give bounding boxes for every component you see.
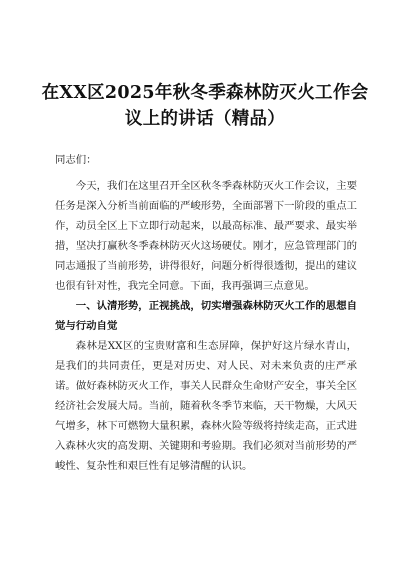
paragraph-opening: 今天，我们在这里召开全区秋冬季森林防灭火工作会议，主要任务是深入分析当前面临的严峻形势，全面部署下一阶段的重点工作，动员全区上下立即行动起来，以最高标准、最严要求、最实举措，坚决打赢秋冬季森林防灭火这场硬仗。刚才，应急管理部门的同志通报了当前形势，讲得很好，问题分析得很透彻，提出的建议也很有针对性，我完全同意。下面，我再强调三点意见。 <box>55 180 357 292</box>
salutation: 同志们： <box>55 154 97 166</box>
title-line-2: 议上的讲话（精品） <box>124 109 286 129</box>
document-title <box>40 80 370 132</box>
section-heading-1: 一、认清形势，正视挑战，切实增强森林防灭火工作的思想自觉与行动自觉 <box>55 300 357 332</box>
title-line-1: 在XX区2025年秋冬季森林防灭火工作会 <box>41 83 369 103</box>
paragraph-section-1: 森林是XX区的宝贵财富和生态屏障，保护好这片绿水青山，是我们的共同责任，更是对历史、对人民、对未来负责的庄严承诺。做好森林防灭火工作，事关人民群众生命财产安全，事关全区经济社会发展大局。当前，随着秋冬季节来临，天干物燥，大风天气增多，林下可燃物大量积累，森林火险等级将持续走高，正式进入森林火灾的高发期、关键期和考验期。我们必须对当前形势的严峻性、复杂性和艰巨性有足够清醒的认识。 <box>55 340 357 472</box>
document-body <box>55 150 357 476</box>
